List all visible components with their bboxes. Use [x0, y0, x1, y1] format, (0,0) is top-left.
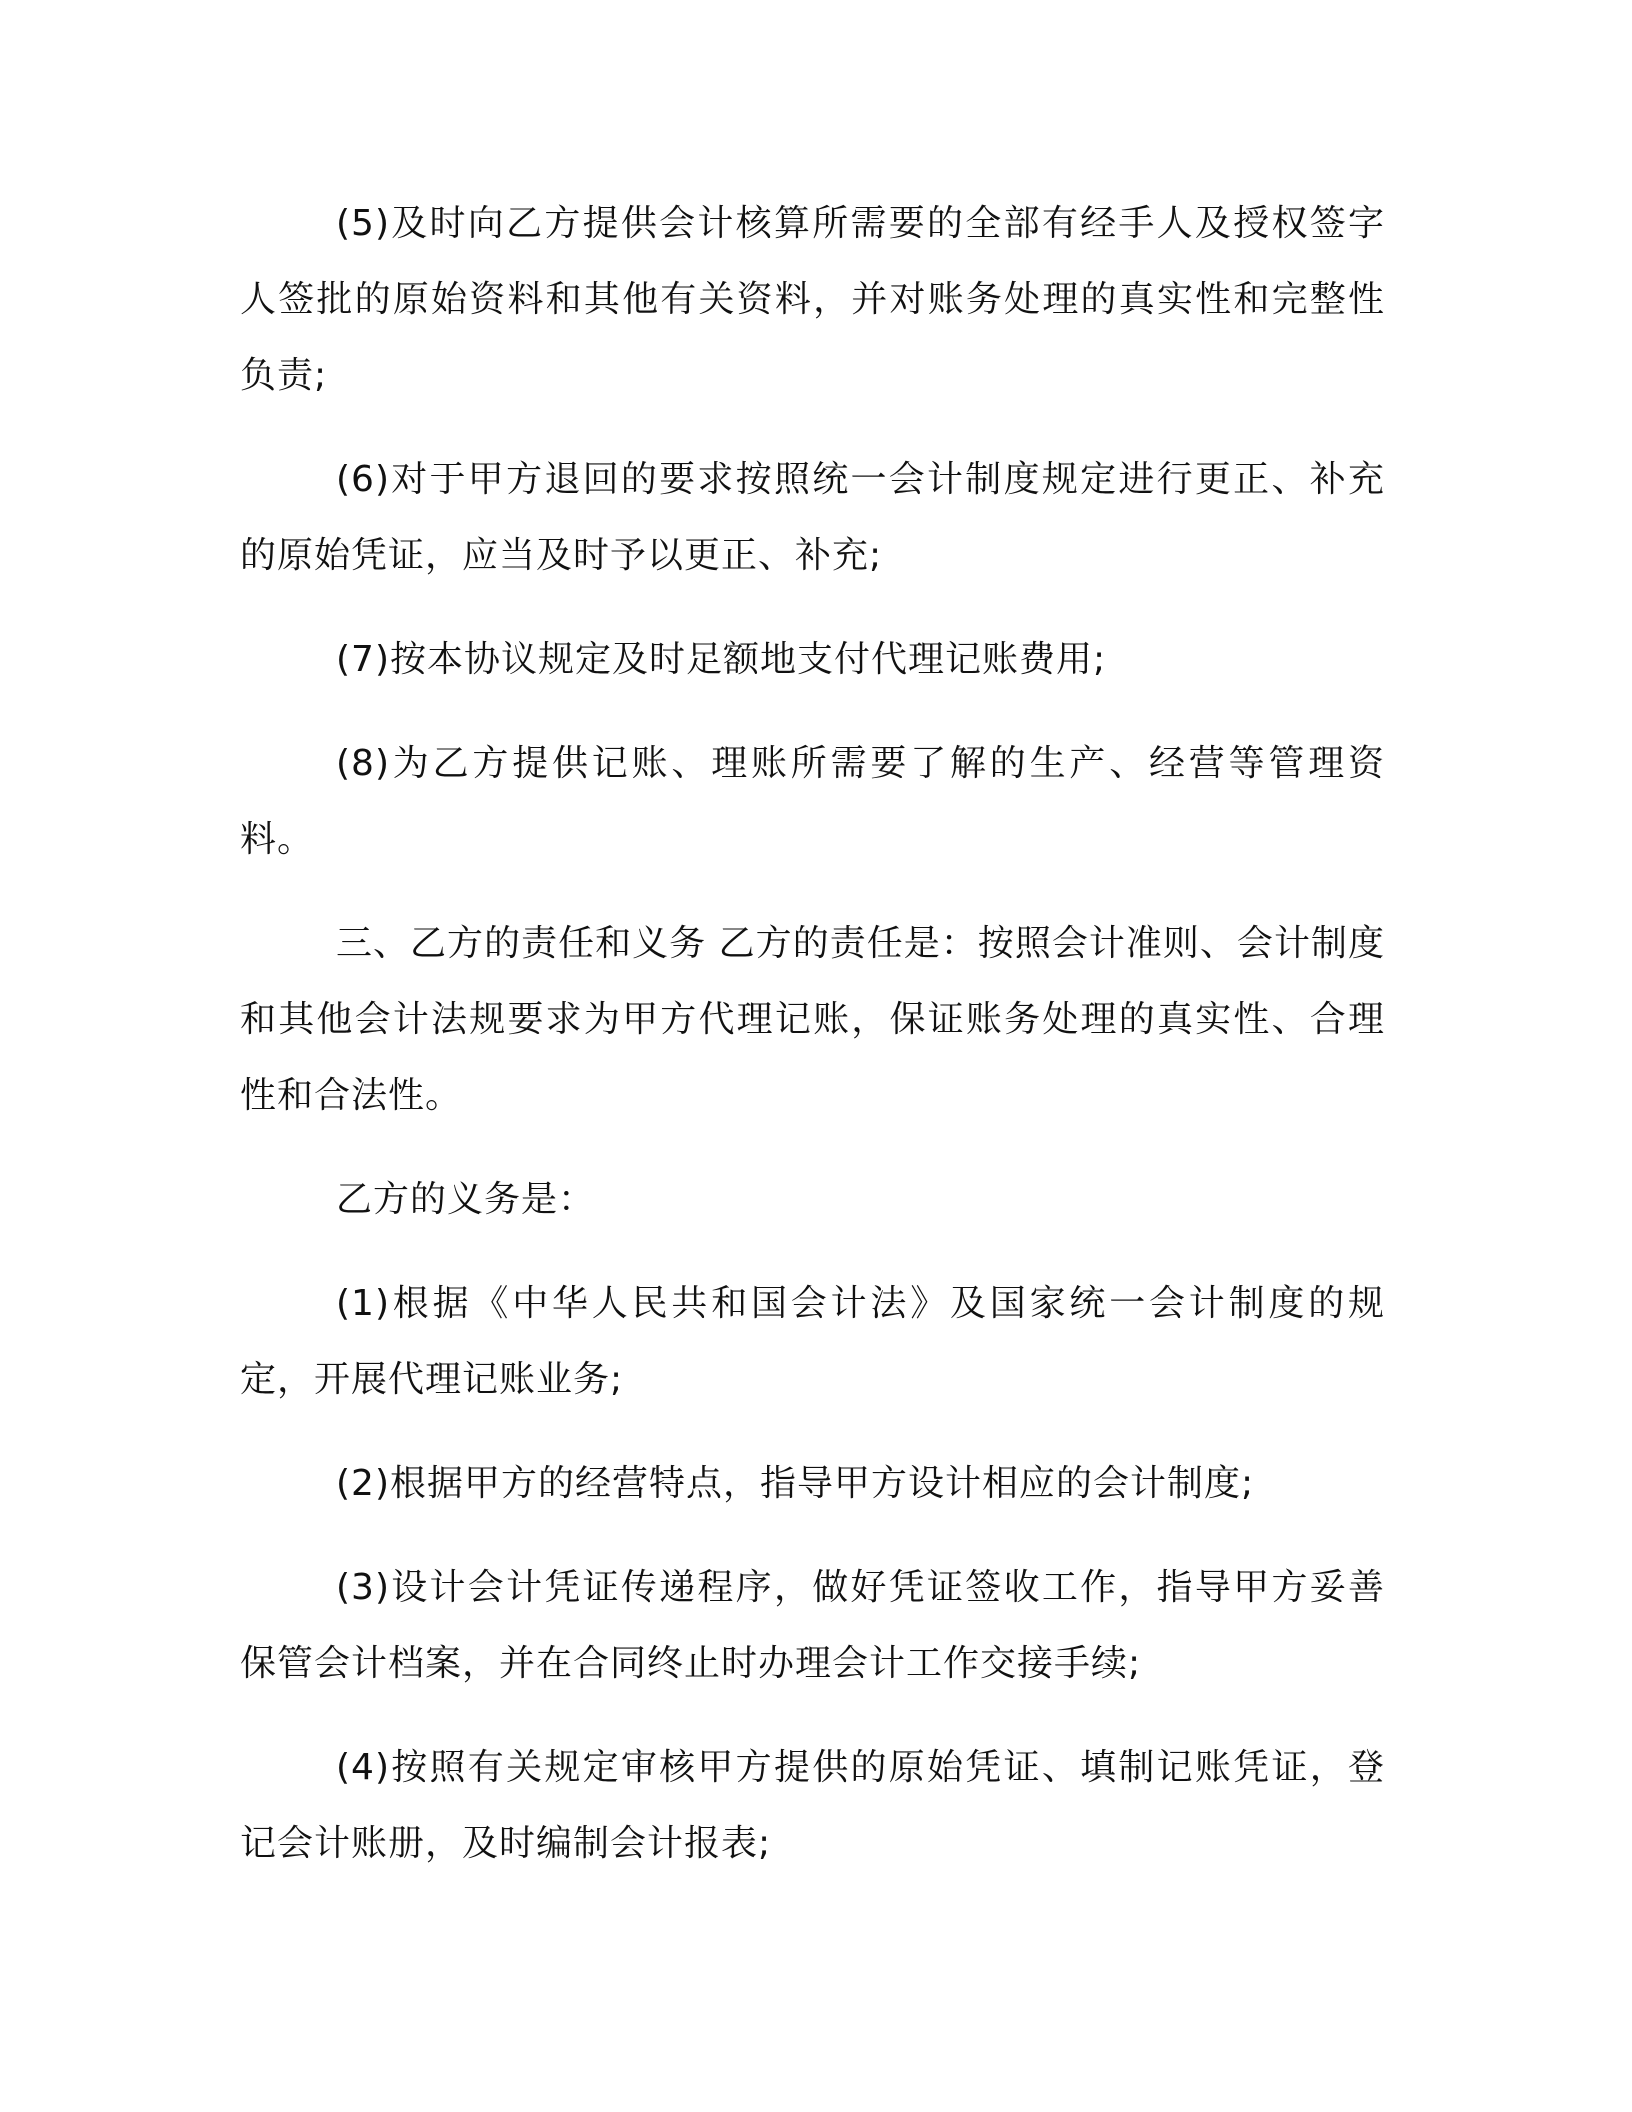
paragraph-obligation-8: (8)为乙方提供记账、理账所需要了解的生产、经营等管理资料。 — [240, 743, 1385, 860]
paragraph-obligation-5: (5)及时向乙方提供会计核算所需要的全部有经手人及授权签字人签批的原始资料和其他有关资料，并对账务处理的真实性和完整性负责; — [240, 203, 1385, 396]
paragraph-party-b-obligation-2: (2)根据甲方的经营特点，指导甲方设计相应的会计制度; — [336, 1463, 1255, 1504]
paragraph-party-b-obligation-4: (4)按照有关规定审核甲方提供的原始凭证、填制记账凭证，登记会计账册，及时编制会计报表; — [240, 1747, 1385, 1864]
section-heading-party-b-duties: 三、乙方的责任和义务 乙方的责任是：按照会计准则、会计制度和其他会计法规要求为甲方代理记账，保证账务处理的真实性、合理性和合法性。 — [240, 923, 1385, 1116]
paragraph-obligation-7: (7)按本协议规定及时足额地支付代理记账费用; — [336, 639, 1107, 680]
paragraph-obligation-6: (6)对于甲方退回的要求按照统一会计制度规定进行更正、补充的原始凭证，应当及时予以更正、补充; — [240, 459, 1385, 576]
paragraph-party-b-obligation-1: (1)根据《中华人民共和国会计法》及国家统一会计制度的规定，开展代理记账业务; — [240, 1283, 1385, 1400]
paragraph-party-b-obligation-3: (3)设计会计凭证传递程序，做好凭证签收工作，指导甲方妥善保管会计档案，并在合同终止时办理会计工作交接手续; — [240, 1567, 1385, 1684]
document-body — [240, 186, 1385, 1910]
paragraph-party-b-obligations-intro: 乙方的义务是： — [336, 1179, 596, 1220]
